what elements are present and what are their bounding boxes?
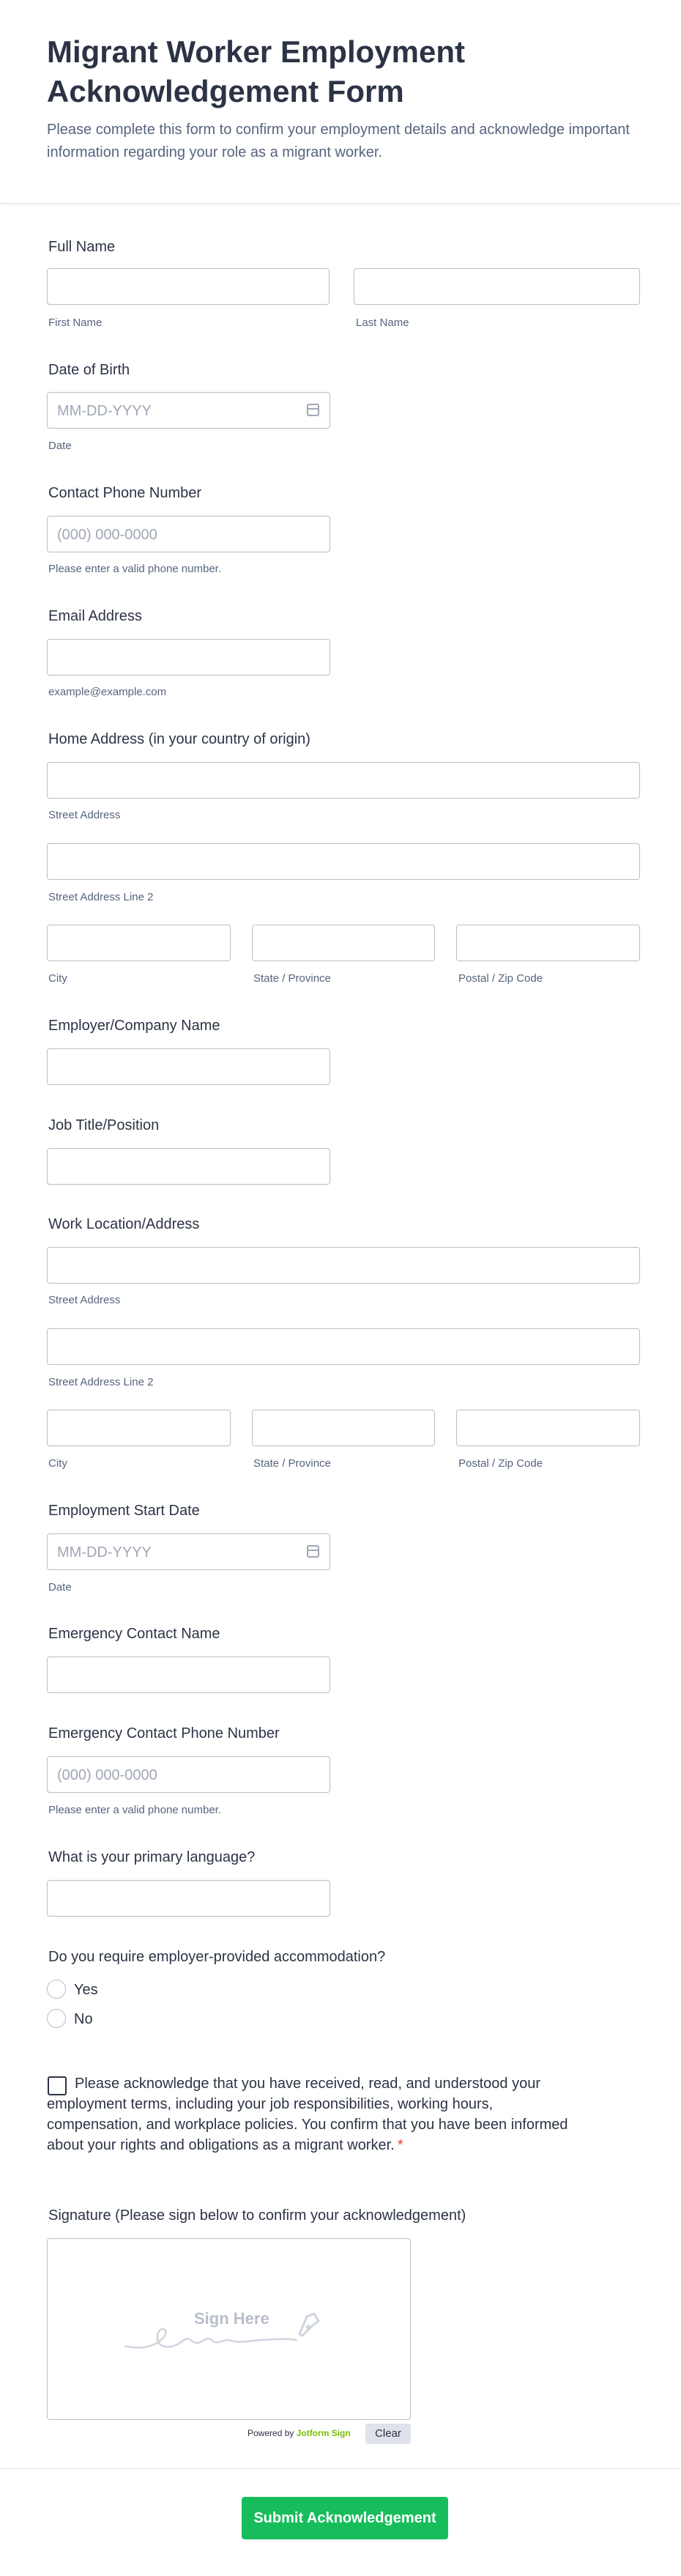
first-name-sublabel: First Name	[48, 317, 103, 329]
last-name-input[interactable]	[354, 268, 640, 305]
home-street-input[interactable]	[47, 762, 640, 799]
required-mark: *	[397, 2137, 403, 2153]
home-zip-sublabel: Postal / Zip Code	[458, 972, 543, 985]
home-street2-sublabel: Street Address Line 2	[48, 891, 154, 903]
acknowledgement-body: Please acknowledge that you have received, read, and understood your employment terms, including your job responsibilities, working hours, compensation, and workplace policies. You confirm that you have been informed about your rights and obligations as a migrant worker.	[47, 2076, 568, 2153]
submit-button[interactable]: Submit Acknowledgement	[242, 2497, 448, 2539]
powered-by	[248, 2428, 351, 2438]
work-city-input[interactable]	[47, 1410, 231, 1446]
accommodation-no-label[interactable]: No	[74, 2011, 93, 2027]
sign-here-text: Sign Here	[194, 2309, 269, 2328]
emergency-phone-label: Emergency Contact Phone Number	[48, 1725, 280, 1742]
acknowledgement-text	[47, 2073, 589, 2155]
home-address-label: Home Address (in your country of origin)	[48, 731, 310, 747]
form-title: Migrant Worker Employment Acknowledgement Form	[47, 34, 465, 108]
work-state-input[interactable]	[252, 1410, 435, 1446]
work-street2-sublabel: Street Address Line 2	[48, 1376, 154, 1388]
employer-input[interactable]	[47, 1048, 330, 1085]
employer-label: Employer/Company Name	[48, 1018, 220, 1034]
emergency-name-label: Emergency Contact Name	[48, 1626, 220, 1642]
work-address-label: Work Location/Address	[48, 1216, 200, 1232]
calendar-icon[interactable]	[307, 1545, 319, 1558]
signature-scribble-icon	[48, 2239, 412, 2421]
work-zip-sublabel: Postal / Zip Code	[458, 1457, 543, 1470]
accommodation-yes-radio[interactable]	[47, 1980, 66, 1999]
emergency-phone-sublabel: Please enter a valid phone number.	[48, 1804, 221, 1816]
accommodation-label: Do you require employer-provided accommodation?	[48, 1949, 386, 1965]
start-date-placeholder: MM-DD-YYYY	[57, 1544, 152, 1561]
work-street-sublabel: Street Address	[48, 1294, 121, 1306]
form-header	[0, 0, 681, 204]
email-sublabel: example@example.com	[48, 686, 167, 698]
emergency-name-input[interactable]	[47, 1657, 330, 1693]
calendar-icon[interactable]	[307, 404, 319, 416]
phone-label: Contact Phone Number	[48, 485, 202, 501]
language-label: What is your primary language?	[48, 1849, 256, 1865]
accommodation-no-radio[interactable]	[47, 2009, 66, 2028]
signature-label: Signature (Please sign below to confirm your acknowledgement)	[48, 2207, 466, 2224]
dob-input[interactable]	[47, 392, 330, 429]
work-street2-input[interactable]	[47, 1328, 640, 1365]
home-city-sublabel: City	[48, 972, 67, 985]
home-street2-input[interactable]	[47, 843, 640, 880]
work-zip-input[interactable]	[456, 1410, 640, 1446]
full-name-label: Full Name	[48, 239, 116, 255]
signature-pad[interactable]	[47, 2238, 411, 2420]
powered-brand: Jotform Sign	[296, 2428, 351, 2438]
dob-label: Date of Birth	[48, 362, 130, 378]
clear-signature-button[interactable]: Clear	[365, 2424, 411, 2444]
form-subtitle: Please complete this form to confirm your employment details and acknowledge important information regarding your role as a migrant worker.	[47, 122, 630, 160]
emergency-phone-input[interactable]	[47, 1756, 330, 1793]
home-state-input[interactable]	[252, 925, 435, 961]
first-name-input[interactable]	[47, 268, 330, 305]
dob-sublabel: Date	[48, 440, 72, 452]
phone-placeholder: (000) 000-0000	[57, 527, 157, 543]
powered-prefix: Powered by	[248, 2428, 294, 2438]
emergency-phone-placeholder: (000) 000-0000	[57, 1767, 157, 1783]
work-city-sublabel: City	[48, 1457, 67, 1470]
job-title-label: Job Title/Position	[48, 1117, 160, 1133]
home-state-sublabel: State / Province	[253, 972, 331, 985]
start-date-input[interactable]	[47, 1533, 330, 1570]
last-name-sublabel: Last Name	[356, 317, 409, 329]
start-date-sublabel: Date	[48, 1581, 72, 1594]
phone-input[interactable]	[47, 516, 330, 552]
dob-placeholder: MM-DD-YYYY	[57, 403, 152, 419]
start-date-label: Employment Start Date	[48, 1503, 200, 1519]
language-input[interactable]	[47, 1880, 330, 1917]
home-city-input[interactable]	[47, 925, 231, 961]
job-title-input[interactable]	[47, 1148, 330, 1185]
email-input[interactable]	[47, 639, 330, 676]
accommodation-yes-label[interactable]: Yes	[74, 1982, 98, 1998]
work-state-sublabel: State / Province	[253, 1457, 331, 1470]
home-street-sublabel: Street Address	[48, 809, 121, 821]
pen-icon	[299, 2314, 319, 2336]
footer-divider	[0, 2468, 681, 2469]
email-label: Email Address	[48, 608, 142, 624]
home-zip-input[interactable]	[456, 925, 640, 961]
phone-sublabel: Please enter a valid phone number.	[48, 563, 221, 575]
work-street-input[interactable]	[47, 1247, 640, 1284]
